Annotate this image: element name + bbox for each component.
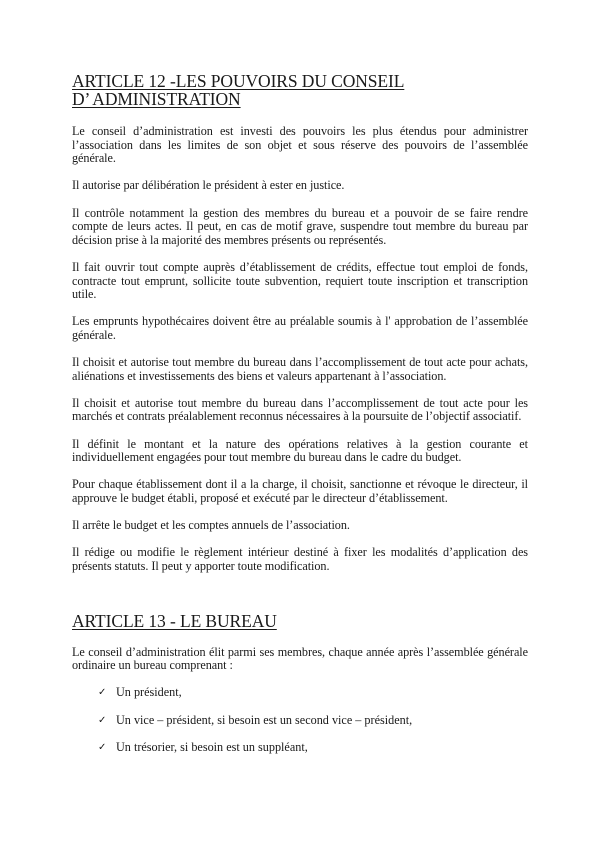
- list-item-text: Un président,: [116, 685, 182, 700]
- checkmark-icon: ✓: [98, 714, 107, 726]
- paragraph: Il fait ouvrir tout compte auprès d’établissement de crédits, effectue tout emploi de fonds, contracte tout emprunt, sollicite toute subvention, requiert toute inscription et transcription utile.: [72, 259, 528, 302]
- paragraph: Il arrête le budget et les comptes annuels de l’association.: [72, 518, 350, 533]
- bureau-members-list: [72, 686, 528, 754]
- list-item: [98, 714, 528, 728]
- list-item-text: Un vice – président, si besoin est un second vice – président,: [116, 712, 413, 727]
- paragraph: Les emprunts hypothécaires doivent être au préalable soumis à l' approbation de l’assemblée générale.: [72, 314, 528, 342]
- paragraph: Pour chaque établissement dont il a la charge, il choisit, sanctionne et révoque le directeur, il approuve le budget établi, proposé et exécuté par le directeur d’établissement.: [72, 477, 528, 506]
- checkmark-icon: ✓: [98, 687, 107, 699]
- list-item: [98, 741, 528, 755]
- article-12-heading: [72, 72, 528, 108]
- article-12-title-line2: D’ ADMINISTRATION: [72, 89, 241, 109]
- paragraph: Le conseil d’administration est investi des pouvoirs les plus étendus pour administrer l’association dans les limites de son objet et sous réserve des pouvoirs de l’assemblée générale.: [72, 124, 528, 166]
- article-13-heading: ARTICLE 13 - LE BUREAU: [72, 610, 277, 631]
- paragraph: Il choisit et autorise tout membre du bureau dans l’accomplissement de tout acte pour les marchés et contrats préalablement reconnus nécessaires à la poursuite de l’objectif associatif.: [72, 395, 528, 424]
- paragraph: Il définit le montant et la nature des opérations relatives à la gestion courante et individuellement engagées pour tout membre du bureau dans le cadre du budget.: [72, 436, 528, 465]
- article-13-intro: Le conseil d’administration élit parmi ses membres, chaque année après l’assemblée générale ordinaire un bureau comprenant :: [72, 644, 528, 673]
- list-item-text: Un trésorier, si besoin est un suppléant,: [116, 740, 308, 755]
- paragraph: Il choisit et autorise tout membre du bureau dans l’accomplissement de tout acte pour achats, aliénations et investissements des biens et valeurs appartenant à l’association.: [72, 355, 528, 383]
- article-12-title-line1: ARTICLE 12 -LES POUVOIRS DU CONSEIL: [72, 71, 405, 91]
- checkmark-icon: ✓: [98, 742, 107, 754]
- paragraph: Il contrôle notamment la gestion des membres du bureau et a pouvoir de se faire rendre compte de leurs actes. Il peut, en cas de motif grave, suspendre tout membre du bureau par décision prise à la majorité des membres présents ou représentés.: [72, 205, 528, 247]
- list-item: [98, 686, 528, 700]
- paragraph: Il rédige ou modifie le règlement intérieur destiné à fixer les modalités d’application des présents statuts. Il peut y apporter toute modification.: [72, 545, 528, 573]
- document-page: [72, 72, 528, 769]
- paragraph: Il autorise par délibération le président à ester en justice.: [72, 178, 345, 193]
